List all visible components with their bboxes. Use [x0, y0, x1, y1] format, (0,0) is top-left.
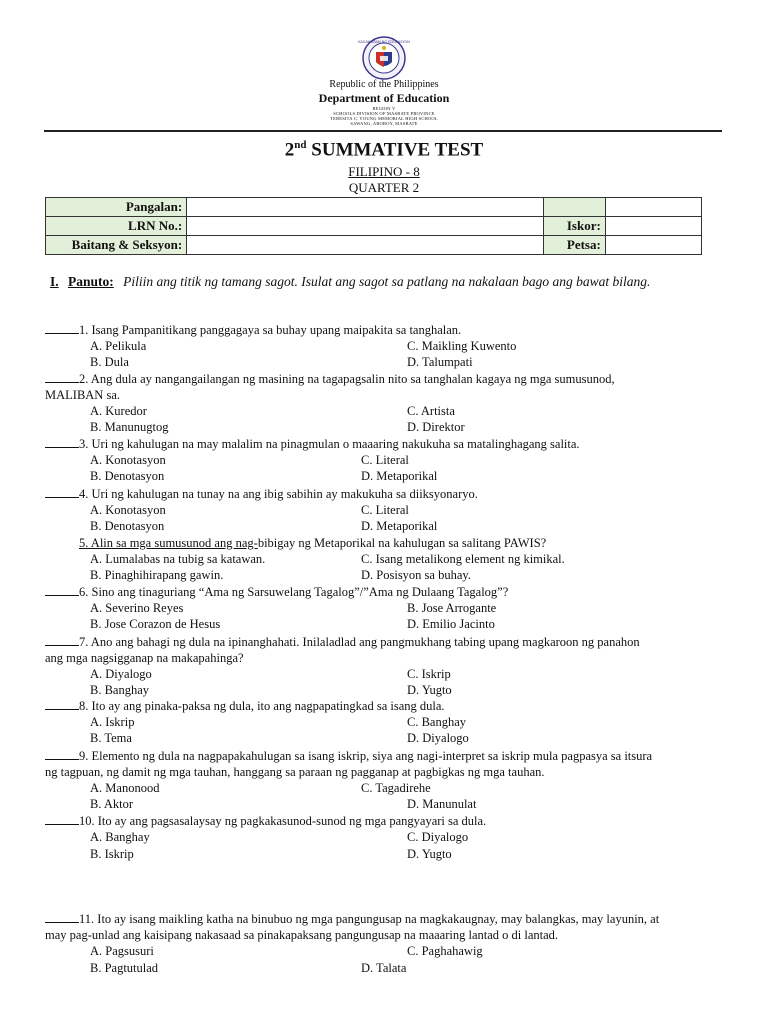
q9-option-c: C. Tagadirehe — [361, 781, 431, 795]
iskor-field[interactable] — [605, 217, 701, 236]
question-4: 4. Uri ng kahulugan na tunay na ang ibig sabihin ay makukuha sa diiksyonaryo. — [45, 486, 725, 502]
instructions-text: Piliin ang titik ng tamang sagot. Isulat ang sagot sa patlang na nakalaan bago ang bawat bilang. — [123, 274, 651, 289]
lrn-label: LRN No.: — [46, 217, 187, 236]
q6-option-d: D. Emilio Jacinto — [407, 617, 495, 631]
petsa-field[interactable] — [605, 236, 701, 255]
q1-option-d: D. Talumpati — [407, 355, 473, 369]
question-7: 7. Ano ang bahagi ng dula na ipinanghahati. Inilaladlad ang pangmukhang tabing upang magkaroon ng panahon — [45, 634, 725, 650]
q10-option-c: C. Diyalogo — [407, 830, 469, 844]
q8-option-b: B. Tema — [90, 731, 132, 745]
instructions-label: Panuto: — [68, 274, 114, 289]
question-10: 10. Ito ay ang pagsasalaysay ng pagkakasunod-sunod ng mga pangyayari sa dula. — [45, 813, 725, 829]
answer-blank[interactable] — [45, 323, 79, 334]
subject-line: FILIPINO - 8 — [348, 164, 420, 179]
q4-option-d: D. Metaporikal — [361, 519, 438, 533]
answer-blank[interactable] — [45, 912, 79, 923]
instructions: I. Panuto: Piliin ang titik ng tamang sagot. Isulat ang sagot sa patlang na nakalaan bago ang bawat bilang. — [50, 274, 651, 289]
school-line: TERESITA C. YOUNG MEMORIAL HIGH SCHOOL — [330, 116, 438, 121]
question-3: 3. Uri ng kahulugan na may malalim na pinagmulan o maaaring nakukuha sa matalinghagang salita. — [45, 436, 725, 452]
petsa-label: Petsa: — [543, 236, 605, 255]
question-8: 8. Ito ay ang pinaka-paksa ng dula, ito ang nagpapatingkad sa isang dula. — [45, 698, 725, 714]
q7-option-c: C. Iskrip — [407, 667, 451, 681]
answer-blank[interactable] — [45, 437, 79, 448]
q4-option-a: A. Konotasyon — [90, 503, 166, 517]
q8-option-d: D. Diyalogo — [407, 731, 469, 745]
q5-option-d: D. Posisyon sa buhay. — [361, 568, 471, 582]
question-11: 11. Ito ay isang maikling katha na binubuo ng mga pangungusap na magkakaugnay, may balangkas, may layunin, at — [45, 911, 725, 927]
pangalan-label: Pangalan: — [46, 198, 187, 217]
q2-option-b: B. Manunugtog — [90, 420, 169, 434]
q1-option-c: C. Maikling Kuwento — [407, 339, 517, 353]
answer-blank[interactable] — [45, 814, 79, 825]
lrn-field[interactable] — [187, 217, 544, 236]
answer-blank[interactable] — [45, 749, 79, 760]
q10-option-a: A. Banghay — [90, 830, 150, 844]
q5-option-b: B. Pinaghihirapang gawin. — [90, 568, 224, 582]
question-9: 9. Elemento ng dula na nagpapakahulugan sa isang iskrip, siya ang nagi-interpret sa iskrip mula pagpasya sa itsura — [45, 748, 725, 764]
q11-option-c: C. Paghahawig — [407, 944, 483, 958]
question-6: 6. Sino ang tinaguriang “Ama ng Sarsuwelang Tagalog”/”Ama ng Dulaang Tagalog”? — [45, 584, 725, 600]
deped-seal-logo — [358, 36, 410, 80]
q10-option-b: B. Iskrip — [90, 847, 134, 861]
question-1: 1. Isang Pampanitikang panggagaya sa buhay upang maipakita sa tanghalan. — [45, 322, 725, 338]
q3-option-c: C. Literal — [361, 453, 409, 467]
q6-option-b: B. Jose Corazon de Hesus — [90, 617, 221, 631]
q11-option-d: D. Talata — [361, 961, 407, 975]
q4-option-b: B. Denotasyon — [90, 519, 165, 533]
q3-option-a: A. Konotasyon — [90, 453, 166, 467]
q9-option-b: B. Aktor — [90, 797, 134, 811]
answer-blank[interactable] — [45, 537, 79, 547]
question-7-cont: ang mga nagsigganap na makapahinga? — [45, 651, 244, 665]
q9-option-d: D. Manunulat — [407, 797, 477, 811]
q7-option-d: D. Yugto — [407, 683, 452, 697]
q1-option-a: A. Pelikula — [90, 339, 147, 353]
q2-option-c: C. Artista — [407, 404, 455, 418]
q9-option-a: A. Manonood — [90, 781, 160, 795]
question-5: 5. Alin sa mga sumusunod ang nag-bibigay ng Metaporikal na kahulugan sa salitang PAWIS? — [45, 535, 725, 551]
q3-option-b: B. Denotasyon — [90, 469, 165, 483]
svg-text:KAGAWARAN NG EDUKASYON: KAGAWARAN NG EDUKASYON — [358, 40, 410, 44]
iskor-top-cell — [543, 198, 605, 217]
q4-option-c: C. Literal — [361, 503, 409, 517]
question-9-cont: ng tagpuan, ng damit ng mga tauhan, hanggang sa paraan ng pagganap at pagbigkas ng mga tauhan. — [45, 765, 545, 779]
q5-option-c: C. Isang metalikong element ng kimikal. — [361, 552, 565, 566]
test-title: 2nd SUMMATIVE TEST — [284, 139, 484, 161]
q8-option-c: C. Banghay — [407, 715, 467, 729]
answer-blank[interactable] — [45, 372, 79, 383]
student-info-table — [45, 197, 702, 255]
republic-line: Republic of the Philippines — [329, 79, 439, 90]
iskor-top-field — [605, 198, 701, 217]
question-2: 2. Ang dula ay nangangailangan ng masining na tagapagsalin nito sa tanghalan kagaya ng mga sumusunod, — [45, 371, 725, 387]
q3-option-d: D. Metaporikal — [361, 469, 438, 483]
q11-option-a: A. Pagsusuri — [90, 944, 154, 958]
q6-option-c: B. Jose Arrogante — [407, 601, 497, 615]
q1-option-b: B. Dula — [90, 355, 129, 369]
question-11-cont: may pag-unlad ang kaisipang nakasaad sa pinakapaksang pangungusap na maaaring lantad o di lantad. — [45, 928, 559, 942]
q7-option-b: B. Banghay — [90, 683, 150, 697]
answer-blank[interactable] — [45, 585, 79, 596]
q8-option-a: A. Iskrip — [90, 715, 135, 729]
department-line: Department of Education — [318, 91, 450, 105]
question-2-cont: MALIBAN sa. — [45, 388, 120, 402]
region-line: REGION V — [372, 106, 396, 111]
quarter-line: QUARTER 2 — [348, 180, 420, 195]
q2-option-a: A. Kuredor — [90, 404, 147, 418]
q7-option-a: A. Diyalogo — [90, 667, 152, 681]
baitang-field[interactable] — [187, 236, 544, 255]
answer-blank[interactable] — [45, 487, 79, 498]
iskor-label: Iskor: — [543, 217, 605, 236]
header-divider — [44, 130, 722, 132]
answer-blank[interactable] — [45, 699, 79, 710]
q11-option-b: B. Pagtutulad — [90, 961, 159, 975]
baitang-label: Baitang & Seksyon: — [46, 236, 187, 255]
q10-option-d: D. Yugto — [407, 847, 452, 861]
q5-option-a: A. Lumalabas na tubig sa katawan. — [90, 552, 266, 566]
q2-option-d: D. Direktor — [407, 420, 465, 434]
division-line: SCHOOLS DIVISION OF MASBATE PROVINCE — [333, 111, 435, 116]
answer-blank[interactable] — [45, 635, 79, 646]
pangalan-field[interactable] — [187, 198, 544, 217]
q6-option-a: A. Severino Reyes — [90, 601, 184, 615]
address-line: SAWANG, AROROY, MASBATE — [350, 121, 418, 126]
